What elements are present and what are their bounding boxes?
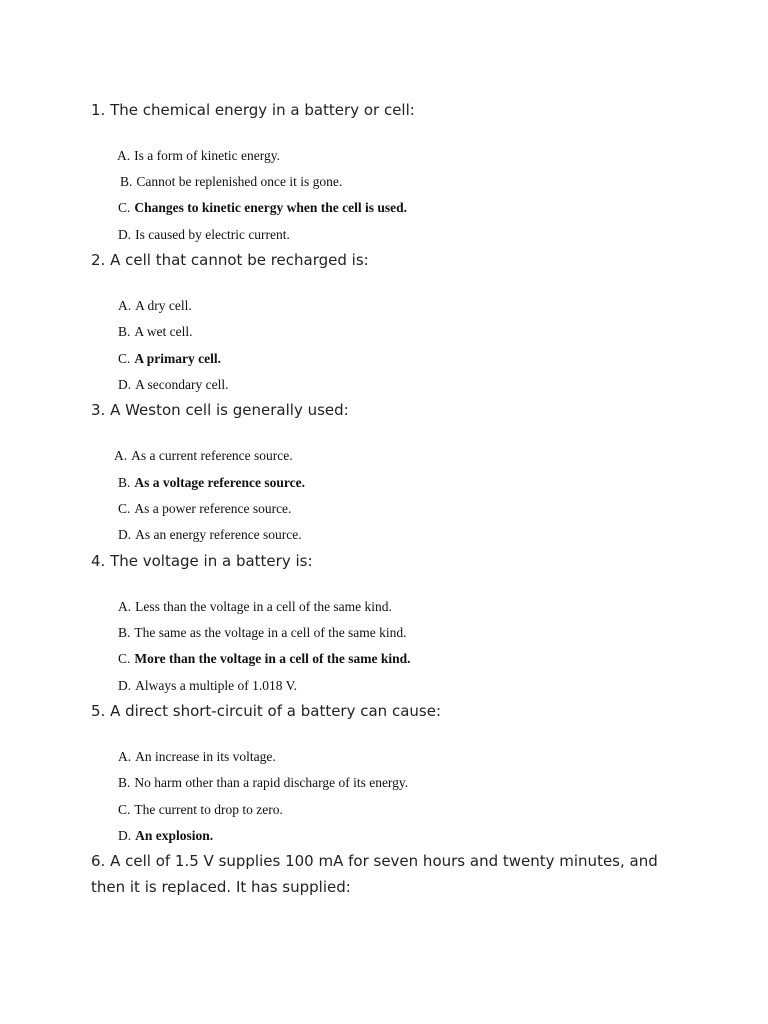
question-2: 2. A cell that cannot be recharged is: (91, 251, 369, 269)
question-4: 4. The voltage in a battery is: (91, 552, 313, 570)
option-letter: B. (118, 324, 131, 339)
option-letter: A. (118, 749, 132, 764)
question-4-option-d (118, 677, 297, 695)
option-letter: D. (118, 678, 132, 693)
option-letter: A. (117, 148, 131, 163)
option-letter: C. (118, 351, 131, 366)
option-letter: D. (118, 828, 132, 843)
option-text: Is a form of kinetic energy. (134, 148, 280, 163)
question-4-option-b (118, 624, 407, 642)
option-text: As a power reference source. (134, 501, 292, 516)
option-letter: C. (118, 200, 131, 215)
option-text: Is caused by electric current. (135, 227, 290, 242)
option-letter: D. (118, 527, 132, 542)
option-letter: B. (118, 775, 131, 790)
question-5-option-b (118, 774, 408, 792)
option-text: The current to drop to zero. (134, 802, 283, 817)
option-letter: A. (118, 599, 132, 614)
question-5-option-c (118, 801, 283, 819)
question-1: 1. The chemical energy in a battery or cell: (91, 101, 415, 119)
option-text-correct: More than the voltage in a cell of the same kind. (134, 651, 411, 666)
question-1-option-b (120, 173, 342, 191)
question-5: 5. A direct short-circuit of a battery can cause: (91, 702, 442, 720)
question-5-option-d (118, 827, 213, 845)
option-text: An increase in its voltage. (135, 749, 276, 764)
question-3-option-b (118, 474, 305, 492)
question-3-option-a (114, 447, 293, 465)
option-letter: A. (114, 448, 128, 463)
option-text: A wet cell. (134, 324, 193, 339)
option-letter: D. (118, 377, 132, 392)
option-letter: B. (118, 625, 131, 640)
option-text-correct: An explosion. (135, 828, 214, 843)
option-text: As a current reference source. (131, 448, 293, 463)
question-3: 3. A Weston cell is generally used: (91, 401, 349, 419)
option-text-correct: Changes to kinetic energy when the cell is used. (134, 200, 408, 215)
question-3-option-c (118, 500, 291, 518)
option-text-correct: As a voltage reference source. (134, 475, 305, 490)
question-1-option-a (117, 147, 280, 165)
question-1-option-c (118, 199, 407, 217)
question-5-option-a (118, 748, 276, 766)
option-letter: C. (118, 802, 131, 817)
option-letter: D. (118, 227, 132, 242)
question-2-option-d (118, 376, 228, 394)
option-letter: B. (120, 174, 133, 189)
question-2-option-a (118, 297, 192, 315)
option-letter: C. (118, 651, 131, 666)
option-letter: B. (118, 475, 131, 490)
option-text: The same as the voltage in a cell of the same kind. (134, 625, 407, 640)
option-text: Less than the voltage in a cell of the same kind. (135, 599, 392, 614)
question-4-option-a (118, 598, 392, 616)
question-1-option-d (118, 226, 290, 244)
option-letter: A. (118, 298, 132, 313)
question-3-option-d (118, 526, 302, 544)
question-6: 6. A cell of 1.5 V supplies 100 mA for seven hours and twenty minutes, and then it is replaced. It has supplied: (91, 852, 658, 896)
option-text: Always a multiple of 1.018 V. (135, 678, 297, 693)
question-4-option-c (118, 650, 411, 668)
option-text: No harm other than a rapid discharge of its energy. (134, 775, 409, 790)
option-text: Cannot be replenished once it is gone. (136, 174, 343, 189)
question-2-option-b (118, 323, 193, 341)
option-text: As an energy reference source. (135, 527, 302, 542)
option-text: A secondary cell. (135, 377, 229, 392)
option-text-correct: A primary cell. (134, 351, 221, 366)
question-2-option-c (118, 350, 221, 368)
option-letter: C. (118, 501, 131, 516)
option-text: A dry cell. (135, 298, 192, 313)
